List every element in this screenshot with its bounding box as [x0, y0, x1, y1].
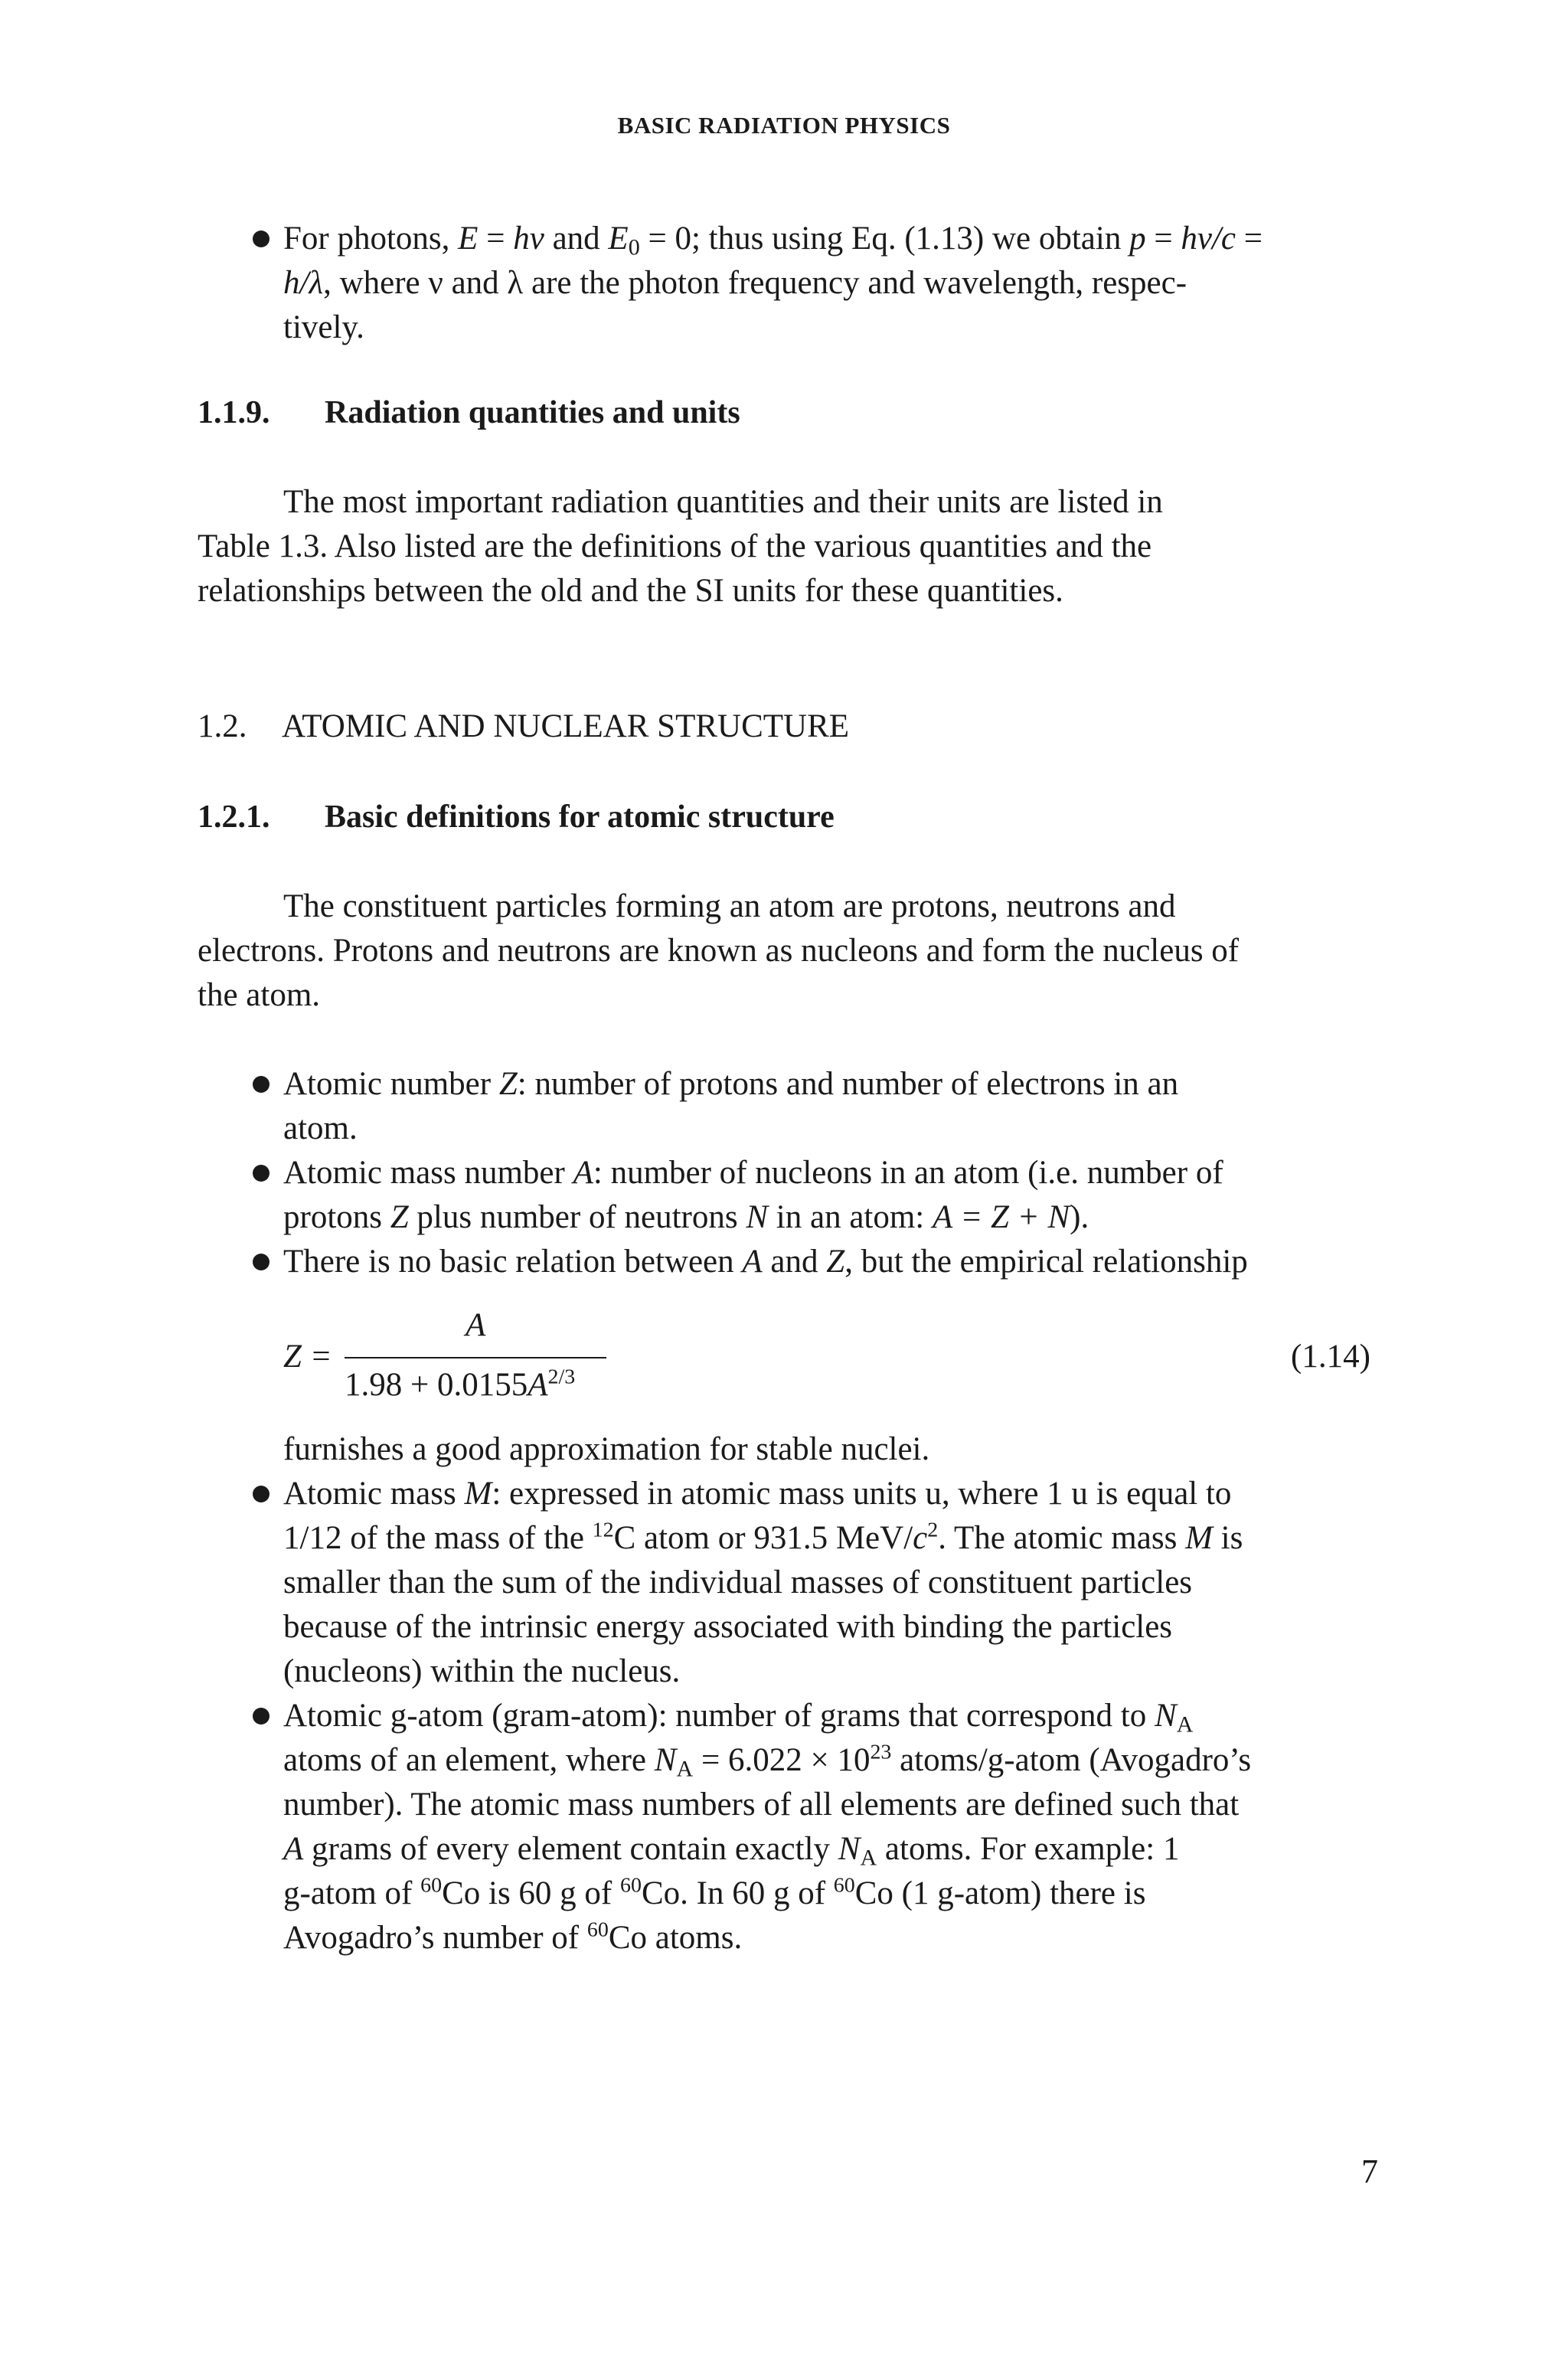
paragraph-line: The most important radiation quantities and their units are listed in	[283, 484, 1163, 520]
bullet-icon	[253, 1486, 270, 1502]
equation-lhs: Z =	[283, 1339, 332, 1375]
bullet-icon	[253, 1254, 270, 1270]
bullet-icon	[253, 1165, 270, 1182]
bullet-line: (nucleons) within the nucleus.	[283, 1653, 681, 1689]
paragraph-line: electrons. Protons and neutrons are known as nucleons and form the nucleus of	[198, 933, 1240, 969]
bullet-line: g-atom of $^{60}$Co is 60 g of $^{60}$Co. In 60 g of $^{60}$Co (1 g-atom) there is	[283, 1873, 1146, 1911]
paragraph-line: furnishes a good approximation for stable nuclei.	[283, 1431, 930, 1467]
equation-number: (1.14)	[1291, 1339, 1370, 1375]
paragraph-line: the atom.	[198, 977, 321, 1013]
chapter-section-number: 1.2.	[198, 708, 247, 744]
bullet-line: A grams of every element contain exactly $N_A$ atoms. For example: 1	[283, 1831, 1180, 1871]
bullet-line: atoms of an element, where $N_A = 6.022 \times 10^{23}$ atoms/g-atom (Avogadro’s	[283, 1740, 1252, 1782]
photon-bullet-line-2: h/λ, where ν and λ are the photon frequency and wavelength, respec-	[283, 265, 1187, 301]
bullet-icon	[253, 1708, 270, 1725]
chapter-section-title: ATOMIC AND NUCLEAR STRUCTURE	[282, 708, 850, 744]
bullet-line: Atomic mass number A: number of nucleons in an atom (i.e. number of	[283, 1155, 1223, 1191]
bullet-line: Atomic number Z: number of protons and number of electrons in an	[283, 1066, 1179, 1102]
bullet-line: There is no basic relation between A and Z, but the empirical relationship	[283, 1244, 1248, 1280]
running-head: BASIC RADIATION PHYSICS	[617, 112, 951, 139]
photon-bullet-line-3: tively.	[283, 309, 364, 345]
equation-numerator: A	[466, 1307, 486, 1343]
photon-bullet-line-1: For photons, E = hν and $E_0 = 0$; thus using Eq. (1.13) we obtain p = hν/c =	[283, 221, 1263, 260]
bullet-line: Avogadro’s number of $^{60}$Co atoms.	[283, 1918, 743, 1956]
bullet-line: 1/12 of the mass of the $^{12}$C atom or 931.5 MeV/$c^2$. The atomic mass M is	[283, 1518, 1243, 1556]
page-number: 7	[1361, 2153, 1378, 2190]
fraction-bar	[345, 1357, 606, 1358]
bullet-line: protons Z plus number of neutrons N in an atom: A = Z + N).	[283, 1199, 1089, 1235]
section-number: 1.1.9.	[198, 395, 270, 430]
bullet-line: Atomic mass M: expressed in atomic mass units u, where 1 u is equal to	[283, 1476, 1232, 1512]
section-title: Radiation quantities and units	[325, 395, 740, 430]
section-title: Basic definitions for atomic structure	[325, 799, 835, 835]
paragraph-line: The constituent particles forming an atom are protons, neutrons and	[283, 888, 1176, 924]
bullet-icon	[253, 230, 270, 247]
bullet-line: number). The atomic mass numbers of all elements are defined such that	[283, 1787, 1240, 1823]
bullet-icon	[253, 1076, 270, 1093]
bullet-line: because of the intrinsic energy associated with binding the particles	[283, 1609, 1173, 1645]
bullet-line: smaller than the sum of the individual masses of constituent particles	[283, 1564, 1193, 1600]
bullet-line: atom.	[283, 1110, 358, 1146]
paragraph-line: relationships between the old and the SI units for these quantities.	[198, 573, 1063, 609]
equation-denominator: $1.98 + 0.0155A^{2/3}$	[345, 1365, 576, 1403]
bullet-line: Atomic g-atom (gram-atom): number of grams that correspond to $N_A$	[283, 1698, 1194, 1738]
paragraph-line: Table 1.3. Also listed are the definitions of the various quantities and the	[198, 528, 1152, 564]
section-number: 1.2.1.	[198, 799, 270, 835]
